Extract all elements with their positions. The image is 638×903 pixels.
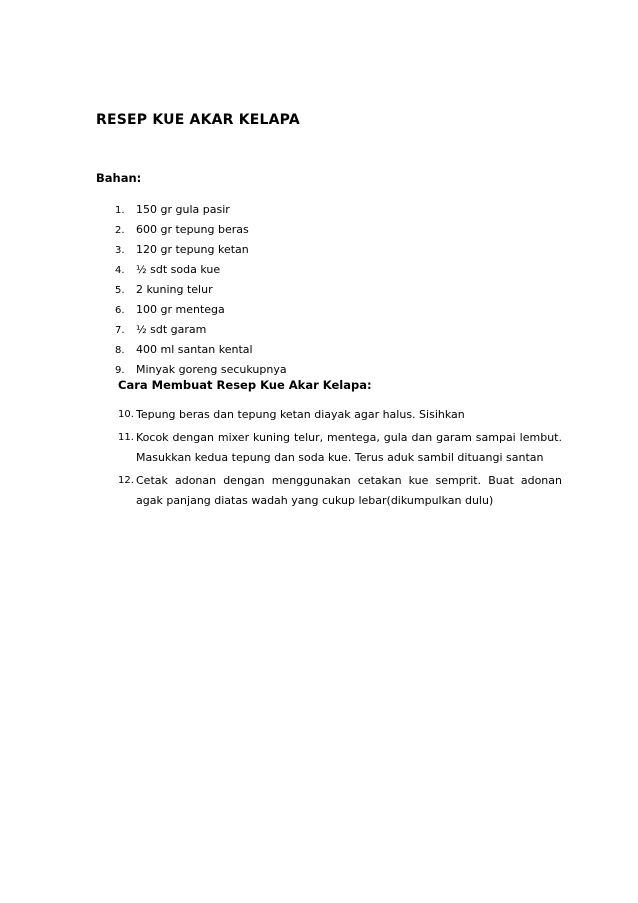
item-text: ½ sdt garam [136, 323, 207, 336]
item-text: 600 gr tepung beras [136, 223, 249, 236]
list-item [96, 200, 566, 220]
list-item [96, 340, 566, 360]
item-text: 150 gr gula pasir [136, 203, 230, 216]
list-item [118, 405, 562, 425]
item-text: 400 ml santan kental [136, 343, 253, 356]
list-item [96, 220, 566, 240]
item-number: 8. [115, 345, 125, 356]
list-item [96, 280, 566, 300]
item-text: ½ sdt soda kue [136, 263, 221, 276]
item-number: 2. [115, 225, 125, 236]
ingredients-heading: Bahan: [96, 171, 142, 185]
step-number: 11. [118, 432, 134, 443]
method-heading: Cara Membuat Resep Kue Akar Kelapa: [118, 378, 372, 392]
step-number: 12. [118, 475, 134, 486]
list-item [118, 428, 562, 468]
steps-list [118, 405, 562, 514]
item-number: 4. [115, 265, 125, 276]
list-item [96, 260, 566, 280]
recipe-title: RESEP KUE AKAR KELAPA [96, 112, 300, 128]
list-item [96, 300, 566, 320]
step-number: 10. [118, 409, 134, 420]
item-number: 3. [115, 245, 125, 256]
item-number: 6. [115, 305, 125, 316]
ingredients-list [96, 200, 566, 380]
item-number: 9. [115, 365, 125, 376]
item-number: 5. [115, 285, 125, 296]
step-text: Cetak adonan dengan menggunakan cetakan kue semprit. Buat adonan agak panjang diatas wadah yang cukup lebar(dikumpulkan dulu) [136, 474, 562, 507]
step-text: Kocok dengan mixer kuning telur, mentega, gula dan garam sampai lembut. Masukkan kedua tepung dan soda kue. Terus aduk sambil dituangi santan [136, 431, 562, 464]
list-item [118, 471, 562, 511]
item-text: 2 kuning telur [136, 283, 213, 296]
item-number: 1. [115, 205, 125, 216]
list-item [96, 240, 566, 260]
item-text: 100 gr mentega [136, 303, 225, 316]
item-number: 7. [115, 325, 125, 336]
step-text: Tepung beras dan tepung ketan diayak agar halus. Sisihkan [136, 408, 465, 421]
item-text: 120 gr tepung ketan [136, 243, 249, 256]
item-text: Minyak goreng secukupnya [136, 363, 287, 376]
list-item [96, 320, 566, 340]
list-item [96, 360, 566, 380]
